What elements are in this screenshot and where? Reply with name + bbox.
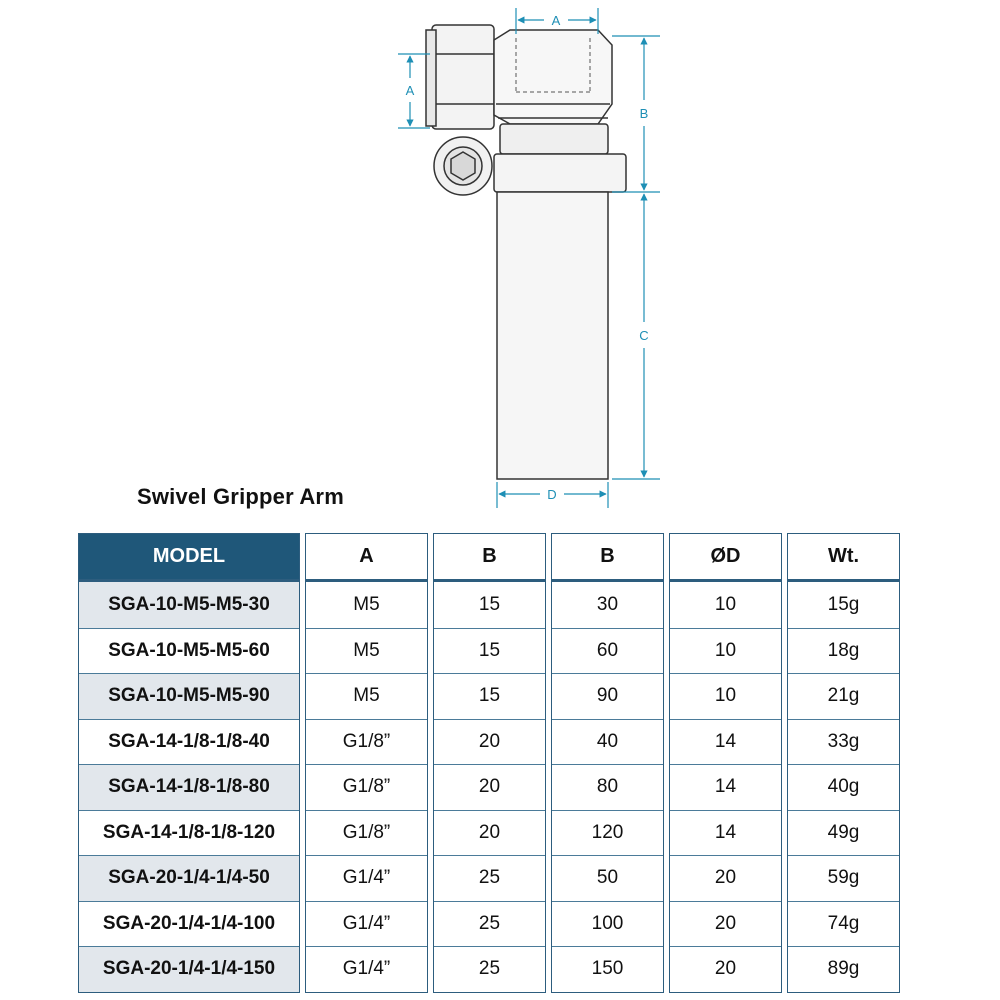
header-a: A xyxy=(306,534,427,582)
b1-value-cell: 25 xyxy=(434,901,545,947)
wt-value-cell: 21g xyxy=(788,673,899,719)
d-value-cell: 10 xyxy=(670,673,781,719)
d-value-cell: 20 xyxy=(670,946,781,992)
model-name-cell: SGA-14-1/8-1/8-80 xyxy=(79,764,299,810)
d-value-cell: 14 xyxy=(670,764,781,810)
header-b2: B xyxy=(552,534,663,582)
a-cells xyxy=(306,582,427,992)
wt-value-cell: 59g xyxy=(788,855,899,901)
b1-value-cell: 25 xyxy=(434,855,545,901)
b1-value-cell: 15 xyxy=(434,628,545,674)
model-name-cell: SGA-14-1/8-1/8-40 xyxy=(79,719,299,765)
a-value-cell: M5 xyxy=(306,628,427,674)
column-wt xyxy=(787,533,900,993)
model-name-cell: SGA-20-1/4-1/4-150 xyxy=(79,946,299,992)
model-name-cell: SGA-10-M5-M5-30 xyxy=(79,582,299,628)
b2-value-cell: 90 xyxy=(552,673,663,719)
header-model: MODEL xyxy=(79,534,299,582)
b2-value-cell: 150 xyxy=(552,946,663,992)
dimension-label-a-side: A xyxy=(405,83,415,98)
header-d: ØD xyxy=(670,534,781,582)
dimension-label-a-top: A xyxy=(551,13,561,28)
b2-value-cell: 120 xyxy=(552,810,663,856)
d-cells xyxy=(670,582,781,992)
header-wt: Wt. xyxy=(788,534,899,582)
b1-value-cell: 20 xyxy=(434,810,545,856)
b2-cells xyxy=(552,582,663,992)
b2-value-cell: 80 xyxy=(552,764,663,810)
wt-value-cell: 49g xyxy=(788,810,899,856)
model-name-cell: SGA-14-1/8-1/8-120 xyxy=(79,810,299,856)
a-value-cell: G1/4” xyxy=(306,855,427,901)
wt-value-cell: 15g xyxy=(827,593,860,615)
b1-value-cell: 15 xyxy=(434,673,545,719)
swivel-head xyxy=(426,25,612,154)
column-model xyxy=(78,533,300,993)
a-value-cell: G1/8” xyxy=(306,719,427,765)
d-value-cell: 14 xyxy=(670,810,781,856)
wt-cells xyxy=(788,582,899,992)
model-name-cell: SGA-20-1/4-1/4-50 xyxy=(79,855,299,901)
dimension-label-d: D xyxy=(547,487,557,502)
b2-value-cell: 100 xyxy=(552,901,663,947)
column-a xyxy=(305,533,428,993)
d-value-cell: 10 xyxy=(714,593,737,615)
d-value-cell: 10 xyxy=(670,628,781,674)
document-title: Swivel Gripper Arm xyxy=(137,484,344,509)
column-d xyxy=(669,533,782,993)
model-name-cell: SGA-10-M5-M5-90 xyxy=(79,673,299,719)
technical-drawing xyxy=(390,0,680,515)
column-b2 xyxy=(551,533,664,993)
wt-value-cell: 40g xyxy=(788,764,899,810)
b2-value-cell: 50 xyxy=(552,855,663,901)
gripper-tube xyxy=(497,192,608,479)
b1-value-cell: 15 xyxy=(478,593,501,615)
dimension-label-c: C xyxy=(639,328,649,343)
a-value-cell: M5 xyxy=(306,673,427,719)
b1-value-cell: 25 xyxy=(434,946,545,992)
b1-value-cell: 20 xyxy=(434,764,545,810)
wt-value-cell: 18g xyxy=(788,628,899,674)
a-value-cell: G1/4” xyxy=(306,901,427,947)
b2-value-cell: 60 xyxy=(552,628,663,674)
model-name-cell: SGA-10-M5-M5-60 xyxy=(79,628,299,674)
b2-value-cell: 40 xyxy=(552,719,663,765)
dimension-label-b: B xyxy=(639,106,649,121)
b1-value-cell: 20 xyxy=(434,719,545,765)
a-value-cell: M5 xyxy=(353,593,380,615)
d-value-cell: 20 xyxy=(670,901,781,947)
model-name-cell: SGA-20-1/4-1/4-100 xyxy=(79,901,299,947)
a-value-cell: G1/8” xyxy=(306,810,427,856)
wt-value-cell: 74g xyxy=(788,901,899,947)
column-b1 xyxy=(433,533,546,993)
model-cells xyxy=(79,582,299,992)
a-value-cell: G1/8” xyxy=(306,764,427,810)
wt-value-cell: 33g xyxy=(788,719,899,765)
wt-value-cell: 89g xyxy=(788,946,899,992)
b2-value-cell: 30 xyxy=(596,593,619,615)
d-value-cell: 20 xyxy=(670,855,781,901)
b1-cells xyxy=(434,582,545,992)
header-b1: B xyxy=(434,534,545,582)
d-value-cell: 14 xyxy=(670,719,781,765)
a-value-cell: G1/4” xyxy=(306,946,427,992)
